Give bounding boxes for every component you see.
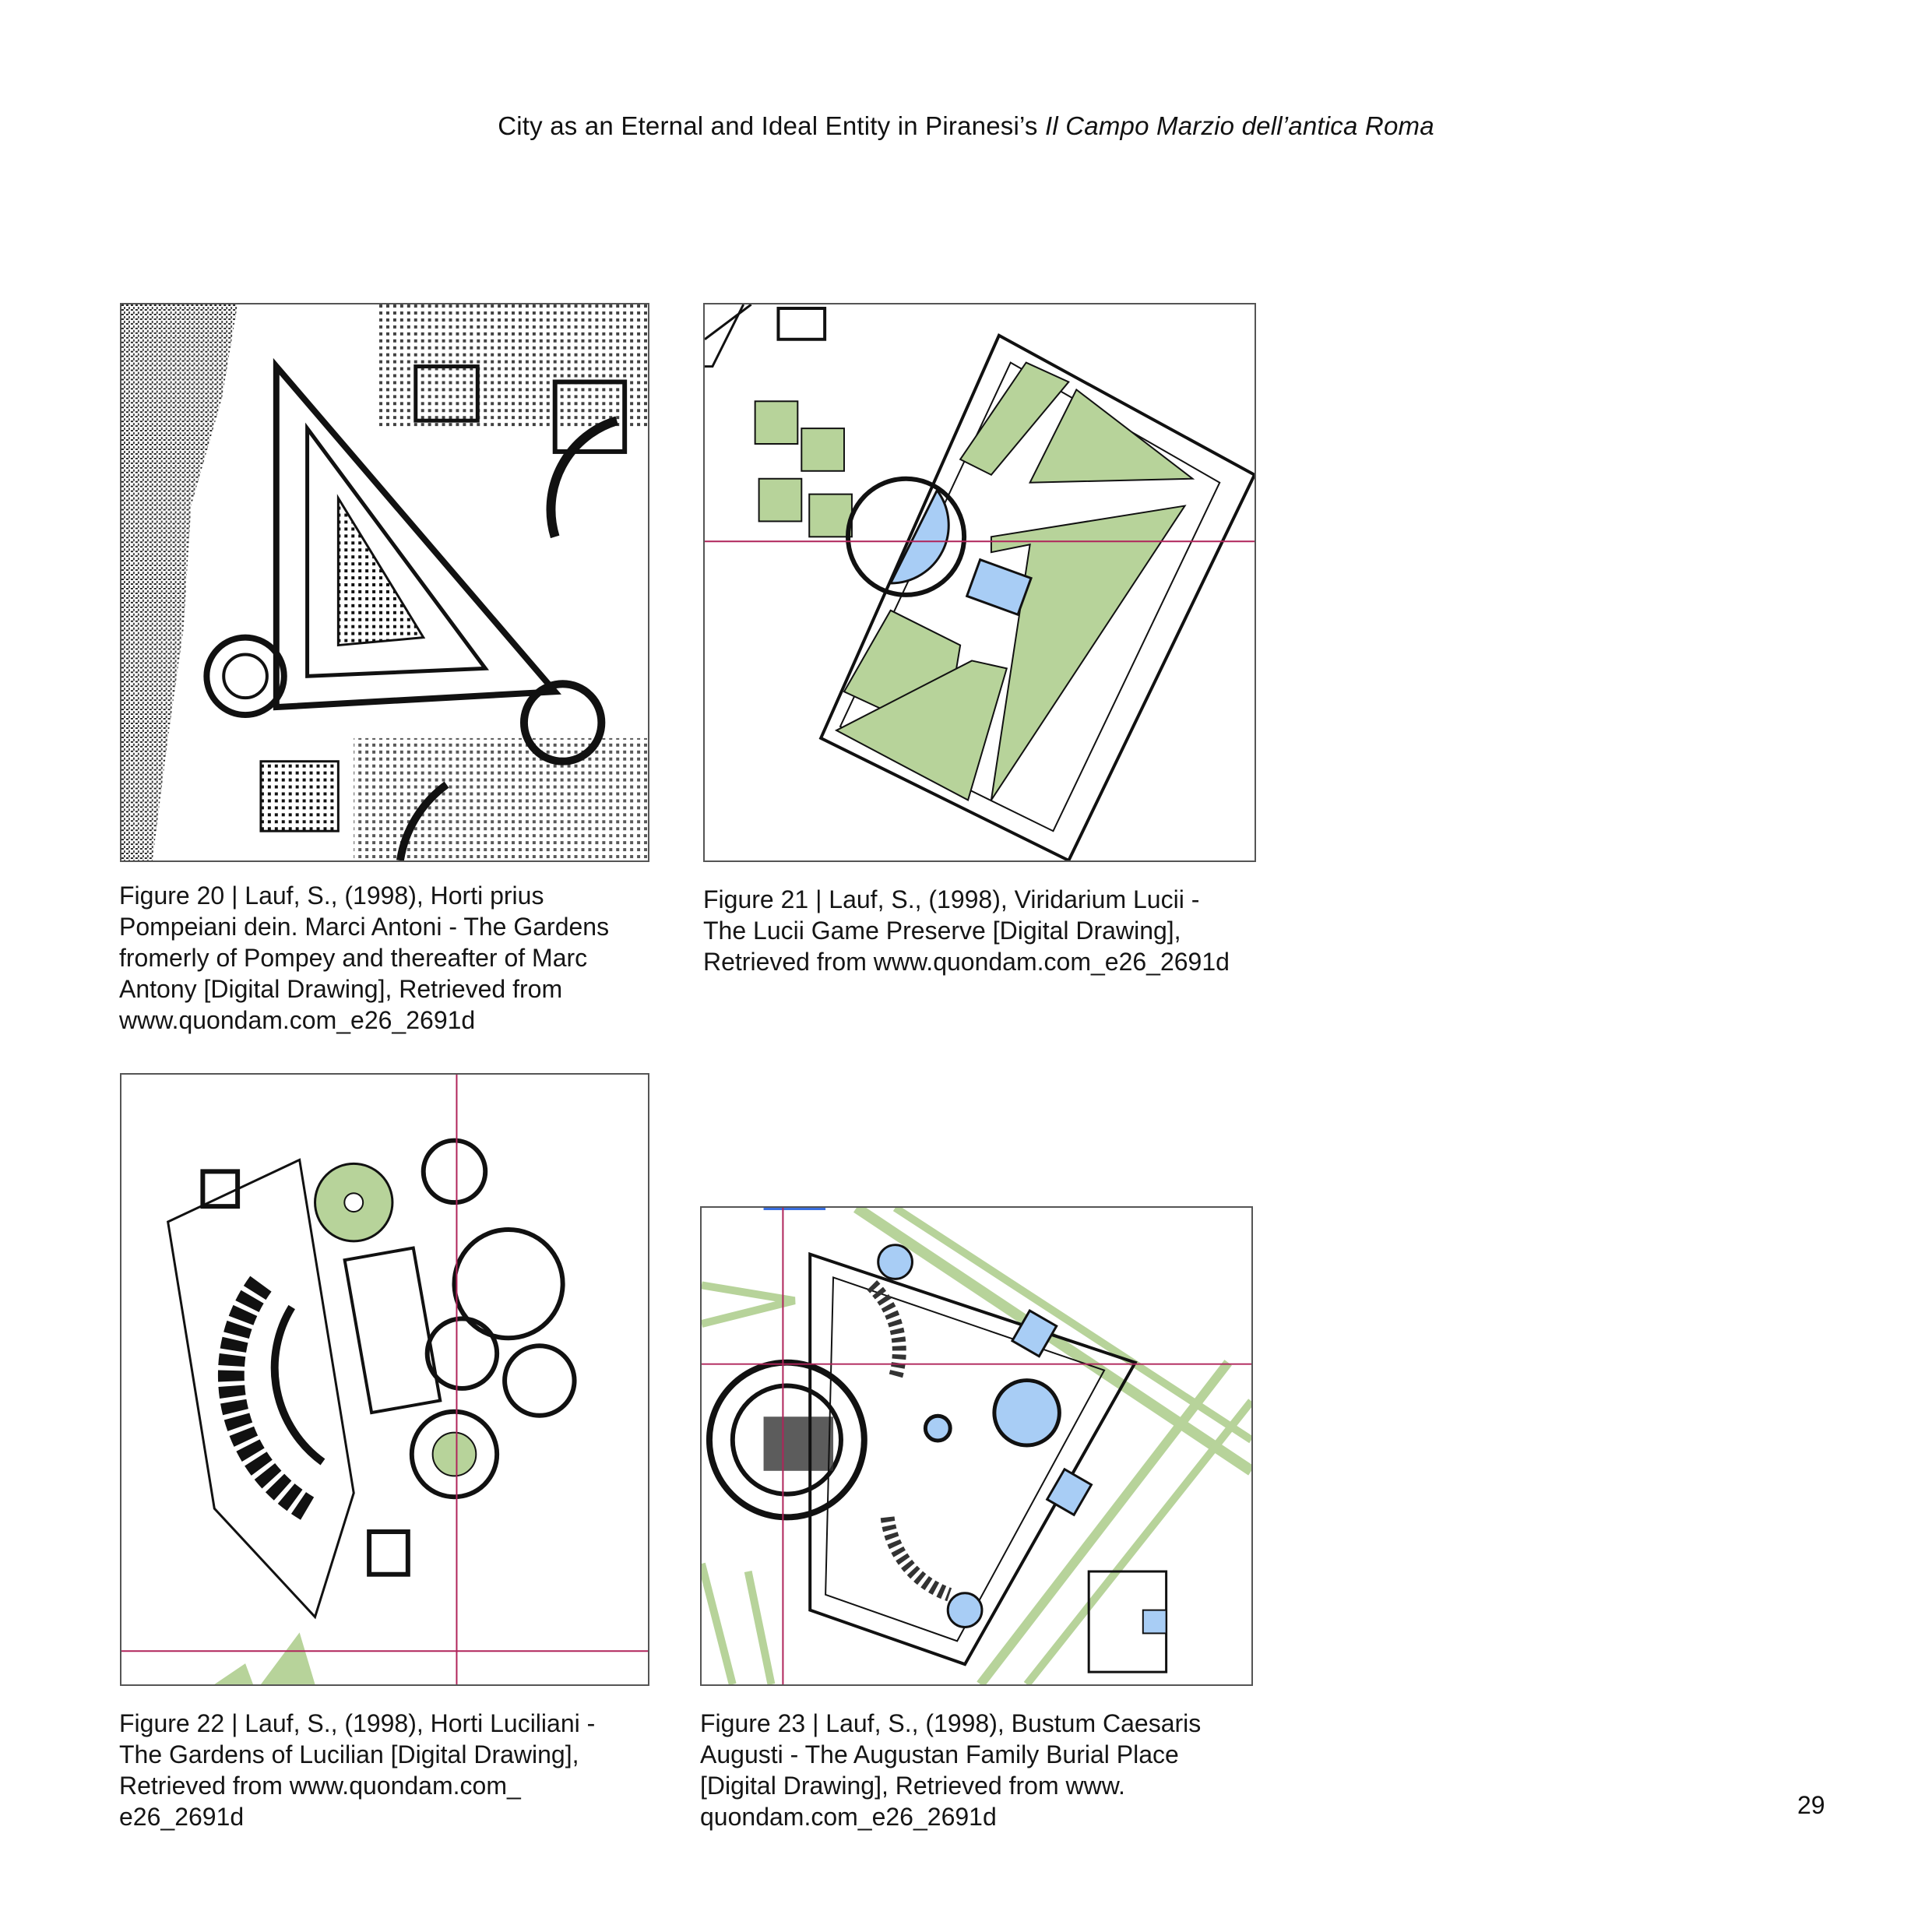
- figure-22-image: [120, 1073, 649, 1686]
- figure-21-image: [703, 303, 1256, 862]
- caption-line: Retrieved from www.quondam.com_: [119, 1772, 521, 1800]
- caption-line: Figure 22 | Lauf, S., (1998), Horti Luciliani -: [119, 1709, 596, 1737]
- caption-line: Figure 23 | Lauf, S., (1998), Bustum Caesaris: [700, 1709, 1202, 1737]
- figure-20-caption: [119, 880, 609, 1036]
- caption-line: The Gardens of Lucilian [Digital Drawing],: [119, 1740, 579, 1768]
- page-number: 29: [1797, 1791, 1825, 1819]
- header-title-plain: City as an Eternal and Ideal Entity in Piranesi’s: [498, 111, 1045, 140]
- caption-line: Retrieved from www.quondam.com_e26_2691d: [703, 948, 1230, 976]
- caption-line: Figure 21 | Lauf, S., (1998), Viridarium Lucii -: [703, 885, 1200, 913]
- caption-line: Antony [Digital Drawing], Retrieved from: [119, 975, 563, 1003]
- caption-line: [Digital Drawing], Retrieved from www.: [700, 1772, 1125, 1800]
- caption-line: quondam.com_e26_2691d: [700, 1803, 997, 1831]
- caption-line: e26_2691d: [119, 1803, 245, 1831]
- figure-22-drawing: [121, 1075, 648, 1684]
- figure-22-caption: [119, 1708, 595, 1832]
- figure-21-drawing: [705, 304, 1255, 860]
- caption-line: Augusti - The Augustan Family Burial Place: [700, 1740, 1179, 1768]
- running-header: [0, 111, 1932, 141]
- figure-20-image: [120, 303, 649, 862]
- caption-line: www.quondam.com_e26_2691d: [119, 1006, 476, 1034]
- figure-23-caption: [700, 1708, 1201, 1832]
- caption-line: The Lucii Game Preserve [Digital Drawing],: [703, 917, 1181, 945]
- figure-23-drawing: [702, 1208, 1251, 1684]
- caption-line: Figure 20 | Lauf, S., (1998), Horti prius: [119, 882, 544, 910]
- caption-line: fromerly of Pompey and thereafter of Marc: [119, 944, 588, 972]
- figure-20-drawing: [121, 304, 648, 860]
- figure-23-image: [700, 1206, 1253, 1686]
- figure-21-caption: [703, 884, 1230, 977]
- header-title-italic: Il Campo Marzio dell’antica Roma: [1045, 111, 1434, 140]
- caption-line: Pompeiani dein. Marci Antoni - The Gardens: [119, 913, 610, 941]
